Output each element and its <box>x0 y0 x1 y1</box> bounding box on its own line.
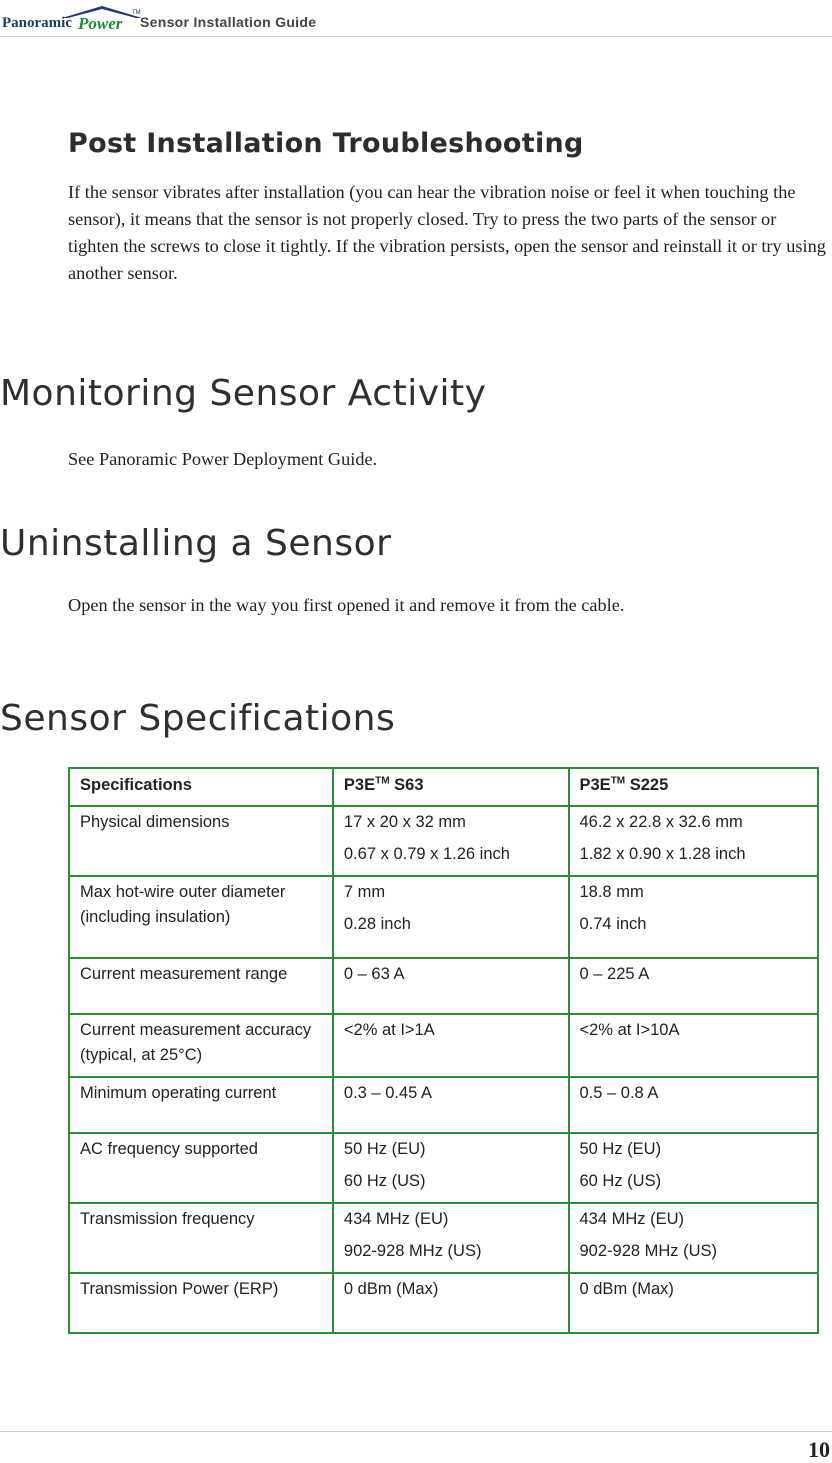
logo-trademark: TM <box>132 10 141 16</box>
header-s63-variant: S63 <box>389 776 424 794</box>
s63-value <box>333 958 569 1014</box>
panoramic-power-logo <box>2 6 142 34</box>
row-label: Minimum operating current <box>69 1077 333 1133</box>
row-label: Transmission Power (ERP) <box>69 1273 333 1333</box>
s225-value <box>569 876 819 958</box>
monitoring-heading: Monitoring Sensor Activity <box>0 373 487 414</box>
row-label: Transmission frequency <box>69 1203 333 1273</box>
s225-value-line: 50 Hz (EU) <box>579 1140 662 1158</box>
header-title: Sensor Installation Guide <box>140 14 317 30</box>
s225-value-line: 902-928 MHz (US) <box>579 1242 718 1260</box>
s63-value-line: 7 mm <box>343 883 386 901</box>
s63-value-line: 0.28 inch <box>343 915 411 933</box>
table-row <box>69 876 818 958</box>
s225-value <box>569 806 819 876</box>
s63-value-line: 902-928 MHz (US) <box>343 1242 482 1260</box>
s225-value-line: 1.82 x 0.90 x 1.28 inch <box>579 845 746 863</box>
s225-value-line: 0 dBm (Max) <box>579 1280 674 1298</box>
post-installation-heading: Post Installation Troubleshooting <box>68 128 584 159</box>
header-specifications: Specifications <box>69 768 333 806</box>
post-installation-text: If the sensor vibrates after installation (you can hear the vibration noise or feel it when touching the sensor), it means that the sensor is not properly closed. Try to press the two parts of the sensor or tighten the screws to close it tightly. If the vibration persists, open the sensor and reinstall it or try using another sensor. <box>68 182 826 283</box>
logo-text-power: Power <box>78 14 123 33</box>
row-label: Physical dimensions <box>69 806 333 876</box>
s63-value <box>333 1273 569 1333</box>
page-footer-divider <box>0 1431 832 1432</box>
table-row <box>69 1133 818 1203</box>
header-s63 <box>333 768 569 806</box>
s225-value <box>569 1273 819 1333</box>
specifications-heading: Sensor Specifications <box>0 698 396 739</box>
specifications-table <box>68 767 819 1334</box>
s225-value-line: <2% at I>10A <box>579 1021 680 1039</box>
s225-value-line: 0.74 inch <box>579 915 647 933</box>
s225-value-line: 434 MHz (EU) <box>579 1210 685 1228</box>
s63-value-line: 0.67 x 0.79 x 1.26 inch <box>343 845 510 863</box>
s63-value-line: 0 dBm (Max) <box>343 1280 439 1298</box>
s63-value-line: 17 x 20 x 32 mm <box>343 813 466 831</box>
table-header-row <box>69 768 818 806</box>
s225-value <box>569 1133 819 1203</box>
s225-value-line: 46.2 x 22.8 x 32.6 mm <box>579 813 743 831</box>
header-s225 <box>569 768 819 806</box>
header-s225-model: P3E <box>579 776 611 794</box>
header-s225-variant: S225 <box>625 776 669 794</box>
uninstalling-heading: Uninstalling a Sensor <box>0 523 392 564</box>
s63-value <box>333 1014 569 1077</box>
row-label: Max hot-wire outer diameter (including insulation) <box>69 876 333 958</box>
s63-value <box>333 806 569 876</box>
table-row <box>69 1077 818 1133</box>
table-row <box>69 958 818 1014</box>
s63-value-line: 0 – 63 A <box>343 965 405 983</box>
s63-value <box>333 1133 569 1203</box>
s63-value <box>333 1203 569 1273</box>
uninstalling-text: Open the sensor in the way you first opened it and remove it from the cable. <box>68 595 625 615</box>
row-label: AC frequency supported <box>69 1133 333 1203</box>
s225-value-line: 0 – 225 A <box>579 965 650 983</box>
logo-text-panoramic: Panoramic <box>2 15 72 31</box>
header-s63-tm: TM <box>375 775 390 787</box>
s225-value <box>569 958 819 1014</box>
header-s225-tm: TM <box>610 775 626 787</box>
s225-value <box>569 1014 819 1077</box>
table-row <box>69 806 818 876</box>
s225-value <box>569 1077 819 1133</box>
s225-value-line: 60 Hz (US) <box>579 1172 662 1190</box>
row-label: Current measurement accuracy (typical, at 25°C) <box>69 1014 333 1077</box>
page-header <box>0 0 832 37</box>
s63-value-line: <2% at I>1A <box>343 1021 435 1039</box>
s225-value-line: 18.8 mm <box>579 883 644 901</box>
table-row <box>69 1273 818 1333</box>
header-s63-model: P3E <box>343 776 376 794</box>
monitoring-text: See Panoramic Power Deployment Guide. <box>68 449 378 469</box>
s63-value-line: 50 Hz (EU) <box>343 1140 426 1158</box>
s63-value-line: 0.3 – 0.45 A <box>343 1084 432 1102</box>
s63-value <box>333 1077 569 1133</box>
s225-value-line: 0.5 – 0.8 A <box>579 1084 659 1102</box>
s63-value-line: 434 MHz (EU) <box>343 1210 449 1228</box>
s63-value-line: 60 Hz (US) <box>343 1172 426 1190</box>
page-number: 10 <box>808 1437 830 1462</box>
table-row <box>69 1014 818 1077</box>
s225-value <box>569 1203 819 1273</box>
table-row <box>69 1203 818 1273</box>
s63-value <box>333 876 569 958</box>
row-label: Current measurement range <box>69 958 333 1014</box>
